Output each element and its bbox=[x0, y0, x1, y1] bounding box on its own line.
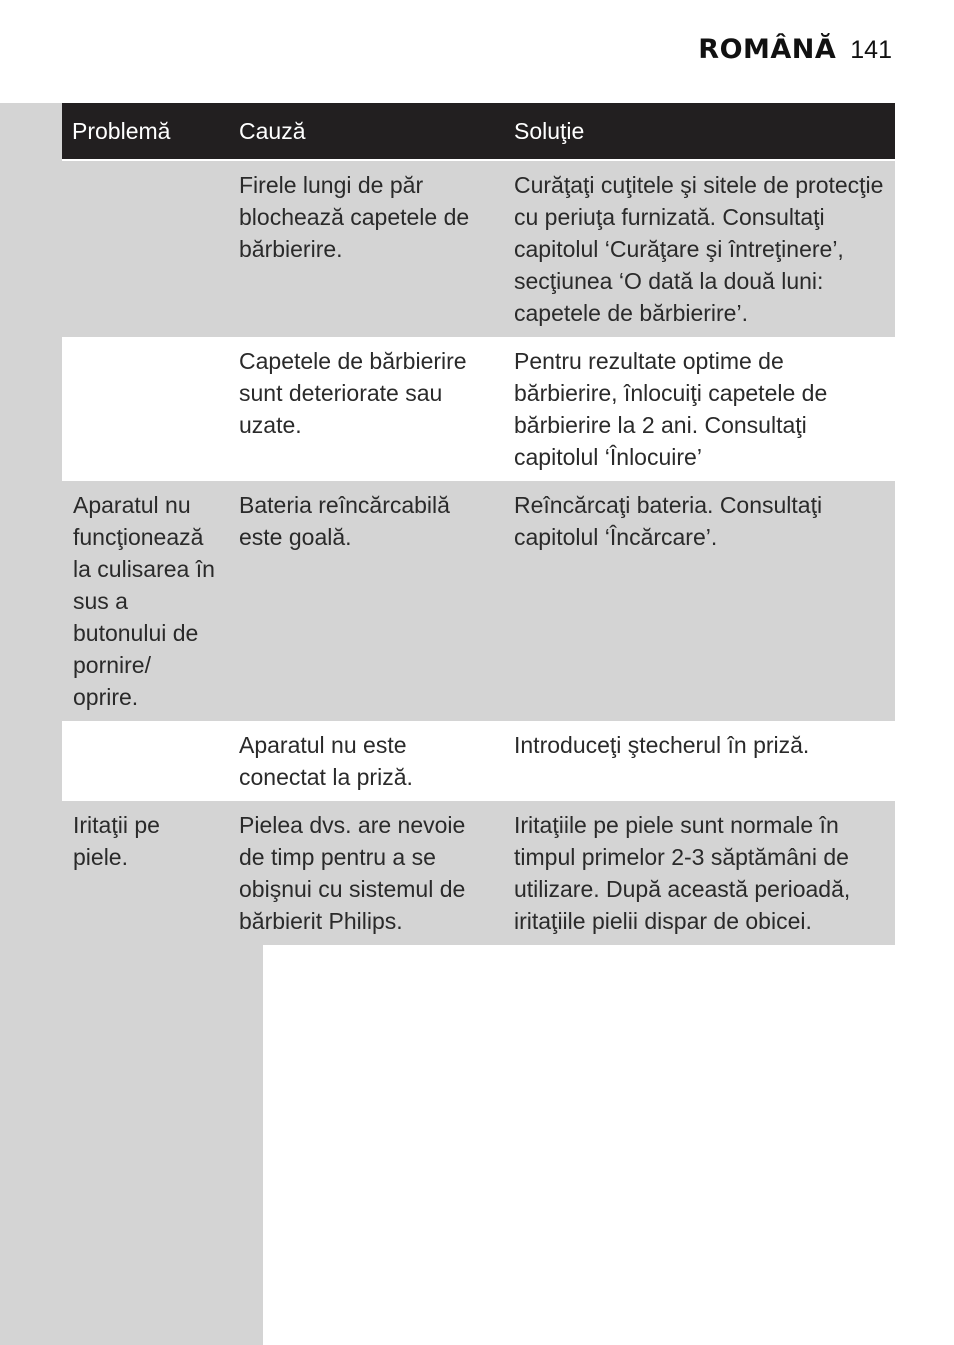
column-header-cause: Cauză bbox=[229, 103, 504, 160]
solution-cell: Introduceţi ştecherul în priză. bbox=[504, 721, 895, 801]
solution-cell: Pentru rezultate optime de bărbierire, înlocuiţi capetele de bărbierire la 2 ani. Consultaţi capitolul ‘Înlocuire’ bbox=[504, 337, 895, 481]
table-row bbox=[62, 481, 895, 721]
column-header-solution: Soluţie bbox=[504, 103, 895, 160]
solution-cell: Iritaţiile pe piele sunt normale în timpul primelor 2-3 săptămâni de utilizare. După această perioadă, iritaţiile pielii dispar de obicei. bbox=[504, 801, 895, 945]
problem-cell bbox=[62, 337, 229, 481]
table-header-row bbox=[62, 103, 895, 160]
solution-cell: Reîncărcaţi bateria. Consultaţi capitolul ‘Încărcare’. bbox=[504, 481, 895, 721]
column-header-problem: Problemă bbox=[62, 103, 229, 160]
table-row bbox=[62, 337, 895, 481]
troubleshooting-table bbox=[62, 103, 895, 945]
table-row bbox=[62, 801, 895, 945]
cause-cell: Capetele de bărbierire sunt deteriorate sau uzate. bbox=[229, 337, 504, 481]
cause-cell: Firele lungi de păr blochează capetele de bărbierire. bbox=[229, 160, 504, 337]
language-title: ROMÂNĂ bbox=[698, 34, 837, 65]
cause-cell: Pielea dvs. are nevoie de timp pentru a se obişnui cu sistemul de bărbierit Philips. bbox=[229, 801, 504, 945]
page-number: 141 bbox=[850, 36, 892, 64]
solution-cell: Curăţaţi cuţitele şi sitele de protecţie cu periuţa furnizată. Consultaţi capitolul ‘Curăţare şi întreţinere’, secţiunea ‘O dată la două luni: capetele de bărbierire’. bbox=[504, 160, 895, 337]
problem-cell bbox=[62, 160, 229, 337]
problem-cell bbox=[62, 721, 229, 801]
cause-cell: Aparatul nu este conectat la priză. bbox=[229, 721, 504, 801]
page-header bbox=[698, 34, 892, 65]
table-row bbox=[62, 721, 895, 801]
problem-cell: Iritaţii pe piele. bbox=[62, 801, 229, 945]
table-row bbox=[62, 160, 895, 337]
cause-cell: Bateria reîncărcabilă este goală. bbox=[229, 481, 504, 721]
problem-cell: Aparatul nu funcţionează la culisarea în sus a butonului de pornire/ oprire. bbox=[62, 481, 229, 721]
